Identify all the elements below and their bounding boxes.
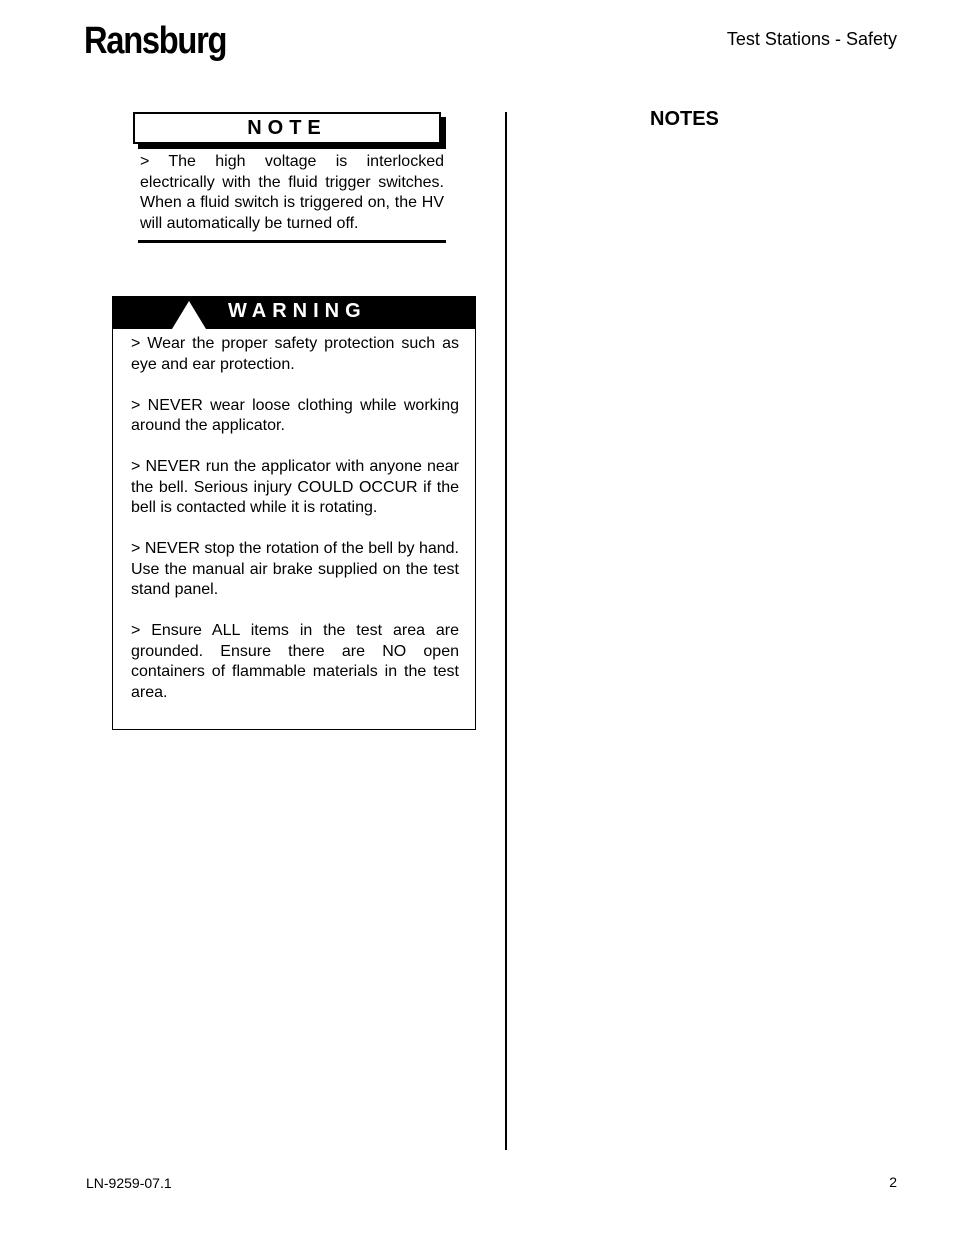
warning-box (112, 296, 476, 730)
section-title: Test Stations - Safety (726, 29, 897, 49)
warning-item: > NEVER wear loose clothing while working around the applicator. (131, 396, 459, 434)
ransburg-logo: Ransburg (84, 20, 227, 62)
note-text: > The high voltage is interlocked electrically with the fluid trigger switches. When a fluid switch is triggered on, the HV will automatically be turned off. (138, 144, 446, 243)
warning-triangle-icon (172, 301, 206, 329)
document-number: LN-9259-07.1 (86, 1175, 172, 1191)
warning-item: > NEVER stop the rotation of the bell by hand. Use the manual air brake supplied on the test stand panel. (131, 540, 459, 598)
note-box (133, 112, 444, 243)
warning-item: > Ensure ALL items in the test area are grounded. Ensure there are NO open containers of flammable materials in the test area. (131, 622, 459, 701)
warning-list (113, 329, 475, 703)
warning-item: > NEVER run the applicator with anyone near the bell. Serious injury COULD OCCUR if the bell is contacted while it is rotating. (131, 458, 459, 516)
warning-heading: WARNING (228, 300, 367, 322)
column-divider (505, 112, 507, 1150)
notes-heading: NOTES (650, 108, 719, 130)
note-heading: NOTE (133, 112, 441, 144)
warning-item: > Wear the proper safety protection such as eye and ear protection. (131, 335, 459, 373)
page-number: 2 (889, 1174, 897, 1190)
warning-header (113, 297, 475, 329)
